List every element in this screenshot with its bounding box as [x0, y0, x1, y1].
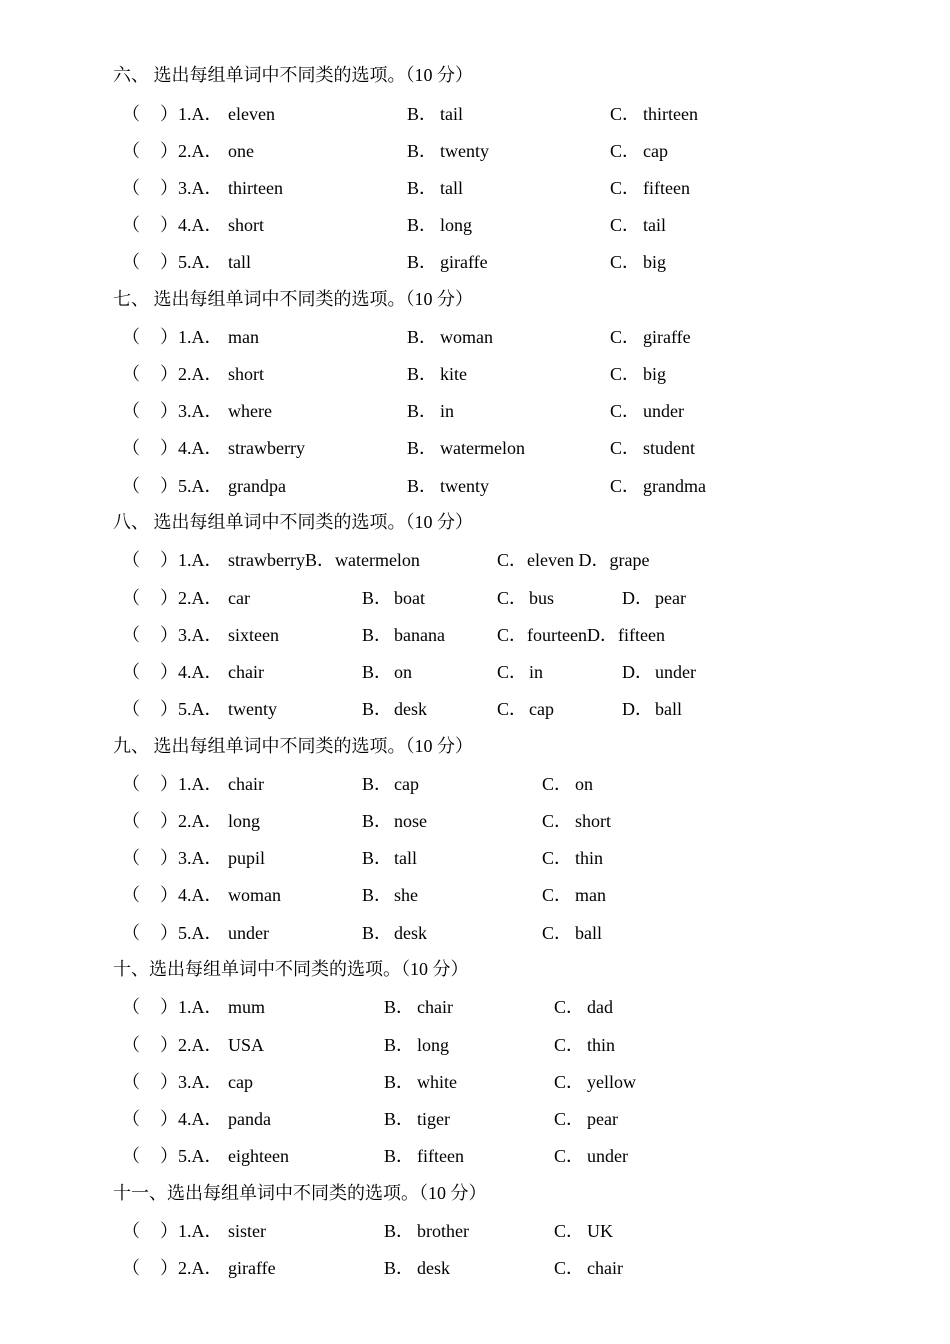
option-c-d: C．fourteenD．fifteen: [497, 625, 665, 645]
question-number: ）1.A．: [160, 774, 223, 794]
option-a: eighteen: [228, 1146, 289, 1166]
question-row: [0, 921, 950, 945]
question-number: ）2.A．: [160, 141, 223, 161]
question-row: [0, 809, 950, 833]
answer-blank[interactable]: （: [122, 252, 140, 272]
option-a: twenty: [228, 699, 277, 719]
question-row: [0, 1070, 950, 1094]
question-number: ）5.A．: [160, 1146, 223, 1166]
option-b-label: B．: [384, 1221, 415, 1241]
option-b-label: B．: [407, 401, 438, 421]
option-c-label: C．: [610, 476, 641, 496]
question-number: ）5.A．: [160, 923, 223, 943]
option-c: big: [643, 252, 667, 272]
option-a: eleven: [228, 104, 275, 124]
option-b-label: B．: [362, 625, 393, 645]
section-6-title: 六、 选出每组单词中不同类的选项。（10 分）: [113, 65, 473, 85]
option-b: fifteen: [417, 1146, 464, 1166]
option-c: in: [529, 662, 544, 682]
option-b-label: B．: [384, 1072, 415, 1092]
answer-blank[interactable]: （: [122, 923, 140, 943]
option-d: under: [655, 662, 696, 682]
option-c-label: C．: [542, 774, 573, 794]
option-b: brother: [417, 1221, 469, 1241]
option-c-label: C．: [610, 401, 641, 421]
question-number: ）1.A．: [160, 1221, 223, 1241]
question-number: ）2.A．: [160, 1258, 223, 1278]
answer-blank[interactable]: （: [122, 1146, 140, 1166]
option-b: she: [394, 885, 418, 905]
option-b: desk: [417, 1258, 450, 1278]
option-b: watermelon: [440, 438, 525, 458]
option-b-label: B．: [384, 1109, 415, 1129]
option-c: pear: [587, 1109, 618, 1129]
option-c-label: C．: [497, 662, 528, 682]
option-a: strawberry: [228, 438, 305, 458]
option-b-label: B．: [407, 141, 438, 161]
option-c: man: [575, 885, 606, 905]
option-d-label: D．: [622, 699, 653, 719]
option-a: mum: [228, 997, 266, 1017]
question-row: [0, 883, 950, 907]
option-c: thin: [575, 848, 604, 868]
option-b: tall: [394, 848, 417, 868]
answer-blank[interactable]: （: [122, 811, 140, 831]
option-b-label: B．: [407, 327, 438, 347]
option-a: man: [228, 327, 259, 347]
question-number: ）1.A．: [160, 550, 223, 570]
question-number: ）5.A．: [160, 252, 223, 272]
option-b: long: [440, 215, 473, 235]
question-row: [0, 586, 950, 610]
option-b: woman: [440, 327, 493, 347]
option-c: grandma: [643, 476, 706, 496]
option-c: UK: [587, 1221, 613, 1241]
section-7-title: 七、 选出每组单词中不同类的选项。（10 分）: [113, 289, 473, 309]
question-row: [0, 995, 950, 1019]
question-number: ）5.A．: [160, 699, 223, 719]
option-c: yellow: [587, 1072, 636, 1092]
option-b-label: B．: [407, 476, 438, 496]
option-b: on: [394, 662, 412, 682]
option-b: twenty: [440, 141, 489, 161]
option-a: long: [228, 811, 261, 831]
option-b: chair: [417, 997, 453, 1017]
option-a: pupil: [228, 848, 266, 868]
answer-blank[interactable]: （: [122, 662, 140, 682]
option-d: ball: [655, 699, 682, 719]
option-b-label: B．: [384, 1258, 415, 1278]
answer-blank[interactable]: （: [122, 438, 140, 458]
option-c-label: C．: [610, 178, 641, 198]
question-row: [0, 1144, 950, 1168]
option-b: tiger: [417, 1109, 450, 1129]
option-b-label: B．: [362, 811, 393, 831]
option-c: big: [643, 364, 667, 384]
option-b: cap: [394, 774, 419, 794]
question-row: [0, 623, 950, 647]
option-c-label: C．: [610, 104, 641, 124]
answer-blank[interactable]: （: [122, 104, 140, 124]
question-number: ）1.A．: [160, 327, 223, 347]
option-b-label: B．: [407, 364, 438, 384]
option-b-label: B．: [384, 997, 415, 1017]
option-c-label: C．: [554, 997, 585, 1017]
answer-blank[interactable]: （: [122, 401, 140, 421]
option-c: short: [575, 811, 611, 831]
option-b: banana: [394, 625, 445, 645]
question-number: ）3.A．: [160, 848, 223, 868]
section-9-title: 九、 选出每组单词中不同类的选项。（10 分）: [113, 736, 473, 756]
option-c: giraffe: [643, 327, 691, 347]
option-c-label: C．: [542, 923, 573, 943]
question-number: ）2.A．: [160, 1035, 223, 1055]
section-11-title: 十一、选出每组单词中不同类的选项。（10 分）: [113, 1183, 487, 1203]
option-c-label: C．: [497, 699, 528, 719]
option-c: under: [643, 401, 684, 421]
option-b-label: B．: [384, 1146, 415, 1166]
option-a: car: [228, 588, 250, 608]
question-number: ）3.A．: [160, 625, 223, 645]
answer-blank[interactable]: （: [122, 699, 140, 719]
question-row: [0, 250, 950, 274]
answer-blank[interactable]: （: [122, 1035, 140, 1055]
answer-blank[interactable]: （: [122, 885, 140, 905]
option-b-label: B．: [362, 662, 393, 682]
option-c-label: C．: [542, 848, 573, 868]
answer-blank[interactable]: （: [122, 215, 140, 235]
question-row: [0, 1256, 950, 1280]
answer-blank[interactable]: （: [122, 997, 140, 1017]
option-c: thin: [587, 1035, 616, 1055]
option-a: one: [228, 141, 254, 161]
question-number: ）2.A．: [160, 811, 223, 831]
option-b-label: B．: [407, 215, 438, 235]
option-a: sister: [228, 1221, 266, 1241]
option-b-label: B．: [362, 848, 393, 868]
option-c-label: C．: [554, 1035, 585, 1055]
answer-blank[interactable]: （: [122, 774, 140, 794]
question-number: ）4.A．: [160, 885, 223, 905]
option-c-label: C．: [610, 215, 641, 235]
question-number: ）3.A．: [160, 401, 223, 421]
option-a: where: [228, 401, 272, 421]
option-c-d: C．eleven D．grape: [497, 550, 650, 570]
section-10-title: 十、选出每组单词中不同类的选项。（10 分）: [113, 959, 469, 979]
option-a: chair: [228, 774, 264, 794]
option-c: tail: [643, 215, 666, 235]
question-number: ）1.A．: [160, 997, 223, 1017]
answer-blank[interactable]: （: [122, 364, 140, 384]
option-c-label: C．: [610, 364, 641, 384]
option-b: giraffe: [440, 252, 488, 272]
section-8-title: 八、 选出每组单词中不同类的选项。（10 分）: [113, 512, 473, 532]
option-b: desk: [394, 699, 427, 719]
option-d-label: D．: [622, 588, 653, 608]
question-number: ）3.A．: [160, 178, 223, 198]
question-row: [0, 474, 950, 498]
option-c-label: C．: [554, 1072, 585, 1092]
answer-blank[interactable]: （: [122, 1258, 140, 1278]
question-number: ）4.A．: [160, 215, 223, 235]
option-c: under: [587, 1146, 628, 1166]
option-a: panda: [228, 1109, 271, 1129]
option-c-label: C．: [542, 885, 573, 905]
option-c: on: [575, 774, 593, 794]
question-number: ）1.A．: [160, 104, 223, 124]
option-b-label: B．: [407, 252, 438, 272]
option-c-label: C．: [554, 1146, 585, 1166]
option-c-label: C．: [610, 438, 641, 458]
option-c: cap: [643, 141, 668, 161]
option-c: cap: [529, 699, 554, 719]
question-number: ）3.A．: [160, 1072, 223, 1092]
question-row: [0, 772, 950, 796]
answer-blank[interactable]: （: [122, 550, 140, 570]
option-c-label: C．: [554, 1258, 585, 1278]
answer-blank[interactable]: （: [122, 476, 140, 496]
option-d: pear: [655, 588, 686, 608]
option-b: twenty: [440, 476, 489, 496]
answer-blank[interactable]: （: [122, 1109, 140, 1129]
option-c-label: C．: [610, 252, 641, 272]
answer-blank[interactable]: （: [122, 1072, 140, 1092]
answer-blank[interactable]: （: [122, 1221, 140, 1241]
option-a: thirteen: [228, 178, 283, 198]
option-b: kite: [440, 364, 467, 384]
answer-blank[interactable]: （: [122, 327, 140, 347]
question-row: [0, 362, 950, 386]
option-a: under: [228, 923, 269, 943]
option-a: woman: [228, 885, 281, 905]
question-number: ）4.A．: [160, 1109, 223, 1129]
option-b-label: B．: [362, 588, 393, 608]
option-a: short: [228, 215, 264, 235]
option-c: dad: [587, 997, 613, 1017]
option-a-b: strawberryB．watermelon: [228, 550, 420, 570]
option-b-label: B．: [407, 178, 438, 198]
option-c: chair: [587, 1258, 623, 1278]
question-number: ）4.A．: [160, 662, 223, 682]
answer-blank[interactable]: （: [122, 625, 140, 645]
option-a: cap: [228, 1072, 253, 1092]
option-b: tall: [440, 178, 463, 198]
question-row: [0, 1033, 950, 1057]
question-number: ）4.A．: [160, 438, 223, 458]
option-c-label: C．: [610, 141, 641, 161]
option-a: grandpa: [228, 476, 286, 496]
question-number: ）5.A．: [160, 476, 223, 496]
option-b-label: B．: [384, 1035, 415, 1055]
option-c: fifteen: [643, 178, 690, 198]
option-a: giraffe: [228, 1258, 276, 1278]
option-a: sixteen: [228, 625, 279, 645]
question-number: ）2.A．: [160, 364, 223, 384]
option-b: desk: [394, 923, 427, 943]
option-a: USA: [228, 1035, 265, 1055]
question-row: [0, 660, 950, 684]
question-row: [0, 399, 950, 423]
option-b: tail: [440, 104, 463, 124]
option-b-label: B．: [362, 699, 393, 719]
question-row: [0, 697, 950, 721]
question-row: [0, 139, 950, 163]
option-c-label: C．: [542, 811, 573, 831]
option-c-label: C．: [610, 327, 641, 347]
question-number: ）2.A．: [160, 588, 223, 608]
option-a: short: [228, 364, 264, 384]
option-d-label: D．: [622, 662, 653, 682]
option-c-label: C．: [497, 588, 528, 608]
option-b: boat: [394, 588, 425, 608]
answer-blank[interactable]: （: [122, 178, 140, 198]
option-b: in: [440, 401, 455, 421]
answer-blank[interactable]: （: [122, 141, 140, 161]
option-b: long: [417, 1035, 450, 1055]
option-b-label: B．: [362, 923, 393, 943]
option-c: thirteen: [643, 104, 698, 124]
option-b-label: B．: [407, 438, 438, 458]
option-b-label: B．: [362, 774, 393, 794]
question-row: [0, 846, 950, 870]
question-row: [0, 213, 950, 237]
option-a: tall: [228, 252, 251, 272]
question-row: [0, 1219, 950, 1243]
answer-blank[interactable]: （: [122, 848, 140, 868]
question-row: [0, 1107, 950, 1131]
option-b-label: B．: [407, 104, 438, 124]
option-a: chair: [228, 662, 264, 682]
option-c: bus: [529, 588, 555, 608]
answer-blank[interactable]: （: [122, 588, 140, 608]
question-row: [0, 548, 950, 572]
option-c-label: C．: [554, 1109, 585, 1129]
option-b: white: [417, 1072, 457, 1092]
option-b-label: B．: [362, 885, 393, 905]
option-c: student: [643, 438, 695, 458]
question-row: [0, 325, 950, 349]
option-b: nose: [394, 811, 427, 831]
question-row: [0, 176, 950, 200]
question-row: [0, 436, 950, 460]
question-row: [0, 102, 950, 126]
option-c: ball: [575, 923, 602, 943]
option-c-label: C．: [554, 1221, 585, 1241]
